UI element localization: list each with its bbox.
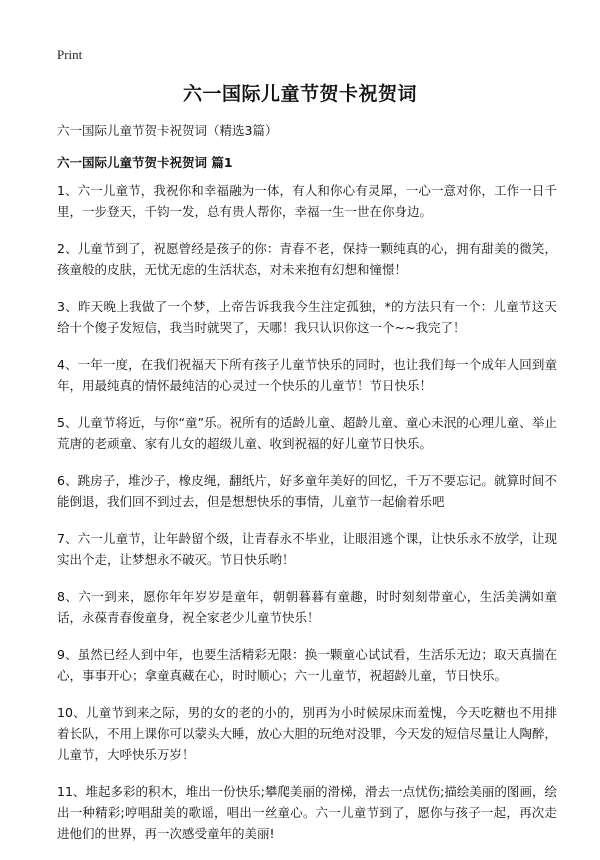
paragraph-list xyxy=(57,180,557,860)
paragraph: 4、一年一度，在我们祝福天下所有孩子儿童节快乐的同时，也让我们每一个成年人回到童年，用最纯真的情怀最纯洁的心灵过一个快乐的儿童节！节日快乐！ xyxy=(57,357,557,393)
print-link[interactable]: Print xyxy=(57,47,83,62)
paragraph: 9、虽然已经人到中年，也要生活精彩无限：换一颗童心试试看，生活乐无边；取天真揣在心，事事开心；拿童真藏在心，时时顺心；六一儿童节，祝超龄儿童，节日快乐。 xyxy=(57,647,557,683)
paragraph: 1、六一儿童节，我祝你和幸福融为一体，有人和你心有灵犀，一心一意对你，工作一日千里，一步登天，千钧一发，总有贵人帮你，幸福一生一世在你身边。 xyxy=(57,183,557,219)
paragraph: 8、六一到来，愿你年年岁岁是童年，朝朝暮暮有童趣，时时刻刻带童心，生活美满如童话，永葆青春俊童身，祝全家老少儿童节快乐！ xyxy=(57,589,557,625)
paragraph: 7、六一儿童节，让年龄留个级，让青春永不毕业，让眼泪逃个课，让快乐永不放学，让现实出个走，让梦想永不破灭。节日快乐哟！ xyxy=(57,531,557,567)
document-subtitle: 六一国际儿童节贺卡祝贺词（精选3篇） xyxy=(57,123,278,138)
paragraph: 6、跳房子，堆沙子，橡皮绳，翻纸片，好多童年美好的回忆，千万不要忘记。就算时间不能倒退，我们回不到过去，但是想想快乐的事情，儿童节一起偷着乐吧 xyxy=(57,473,557,509)
paragraph: 3、昨天晚上我做了一个梦，上帝告诉我我今生注定孤独，*的方法只有一个：儿童节这天给十个傻子发短信，我当时就哭了，天哪！我只认识你这一个~~我完了！ xyxy=(57,299,557,335)
document-title: 六一国际儿童节贺卡祝贺词 xyxy=(182,83,417,105)
paragraph: 5、儿童节将近，与你“童”乐。祝所有的适龄儿童、超龄儿童、童心未泯的心理儿童、举止荒唐的老顽童、家有儿女的超级儿童、收到祝福的好儿童节日快乐。 xyxy=(57,415,557,451)
paragraph: 2、儿童节到了，祝愿曾经是孩子的你：青春不老，保持一颗纯真的心，拥有甜美的微笑，孩童般的皮肤，无忧无虑的生活状态，对未来抱有幻想和憧憬！ xyxy=(57,241,557,277)
section-heading: 六一国际儿童节贺卡祝贺词 篇1 xyxy=(57,155,233,170)
paragraph: 11、堆起多彩的积木，堆出一份快乐;攀爬美丽的滑梯，滑去一点忧伤;描绘美丽的图画，绘出一种精彩;哼唱甜美的歌谣，唱出一丝童心。六一儿童节到了，愿你与孩子一起，再次走进他们的世界，再一次感受童年的美丽! xyxy=(57,784,557,841)
paragraph: 10、儿童节到来之际，男的女的老的小的，别再为小时候尿床而羞愧，今天吃糖也不用排着长队，不用上课你可以蒙头大睡，放心大胆的玩绝对没罪，今天发的短信尽量让人陶醉，儿童节，大呼快乐万岁！ xyxy=(57,705,558,762)
